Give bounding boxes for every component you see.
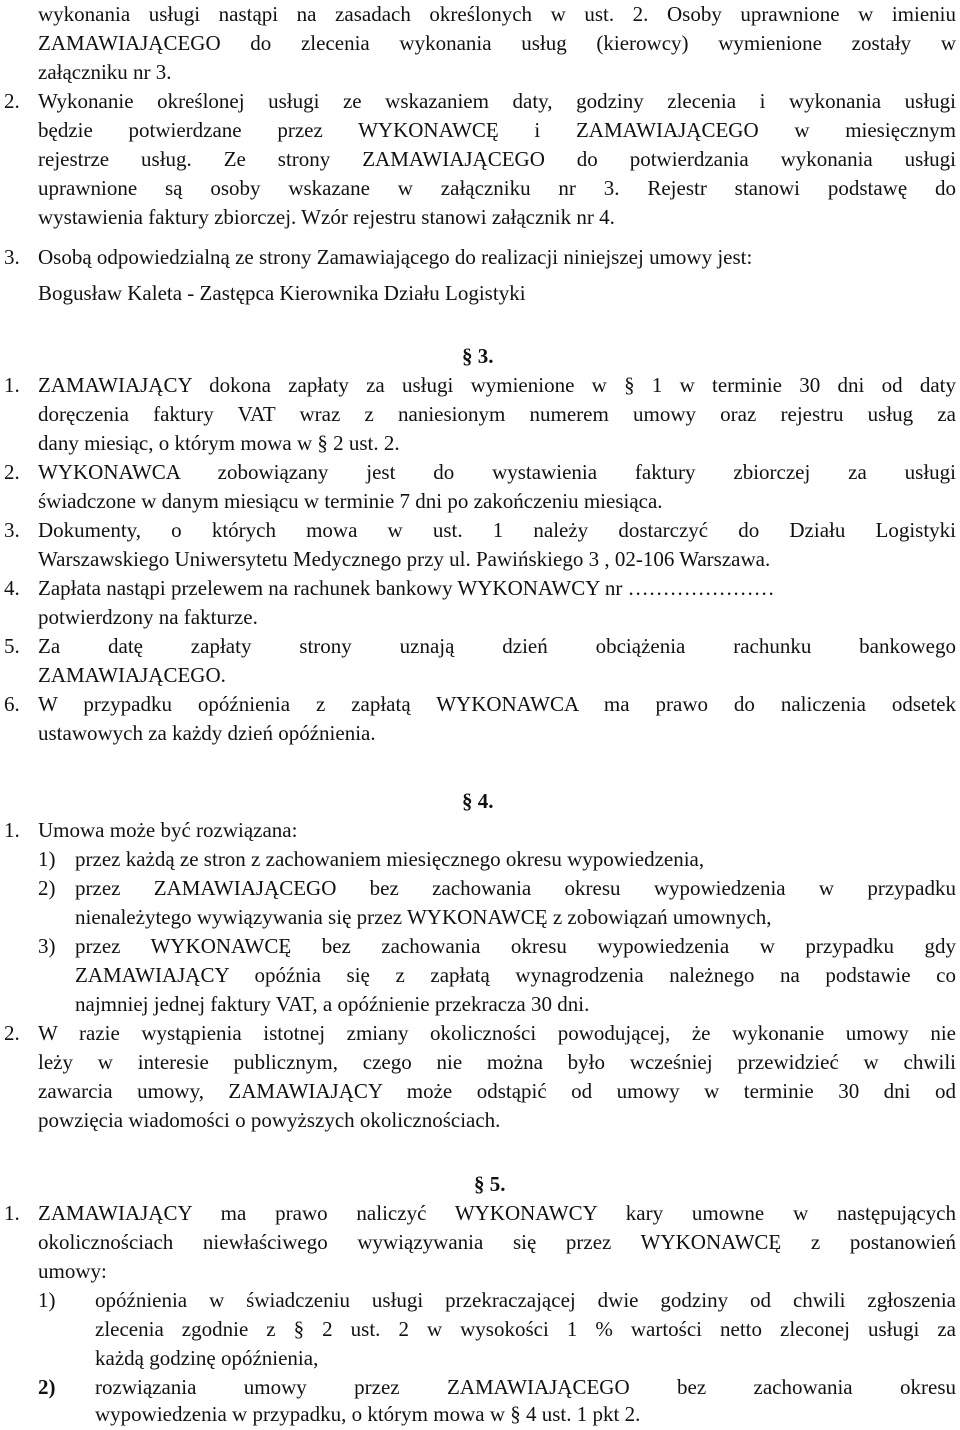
paragraph-line: W razie wystąpienia istotnej zmiany okoliczności powodującej, że wykonanie umowy nie (38, 1021, 956, 1045)
paragraph-line: potwierdzony na fakturze. (38, 605, 258, 629)
paragraph-line: uprawnione są osoby wskazane w załączniku nr 3. Rejestr stanowi podstawę do (38, 176, 956, 200)
section-heading: § 3. (462, 344, 494, 368)
item-number: 3. (4, 518, 20, 542)
paragraph-line: ZAMAWIAJĄCEGO. (38, 663, 226, 687)
item-number: 4. (4, 576, 20, 600)
paragraph-line: umowy: (38, 1259, 107, 1283)
subitem-number: 2) (38, 1375, 56, 1399)
item-number: 1. (4, 1201, 20, 1225)
item-number: 2. (4, 1021, 20, 1045)
paragraph-line: rejestrze usług. Ze strony ZAMAWIAJĄCEGO do potwierdzania wykonania usługi (38, 147, 956, 171)
paragraph-line: przez WYKONAWCĘ bez zachowania okresu wypowiedzenia w przypadku gdy (75, 934, 956, 958)
paragraph-line: wystawienia faktury zbiorczej. Wzór rejestru stanowi załącznik nr 4. (38, 205, 615, 229)
paragraph-line: W przypadku opóźnienia z zapłatą WYKONAWCA ma prawo do naliczenia odsetek (38, 692, 956, 716)
paragraph-line: WYKONAWCA zobowiązany jest do wystawienia faktury zbiorczej za usługi (38, 460, 956, 484)
paragraph-line: doręczenia faktury VAT wraz z naniesionym numerem umowy oraz rejestru usług za (38, 402, 956, 426)
paragraph-line: leży w interesie publicznym, czego nie można było wcześniej przewidzieć w chwili (38, 1050, 956, 1074)
paragraph-line: przez każdą ze stron z zachowaniem miesięcznego okresu wypowiedzenia, (75, 847, 705, 871)
paragraph-line: nienależytego wywiązywania się przez WYKONAWCĘ z zobowiązań umownych, (75, 905, 772, 929)
paragraph-line: dany miesiąc, o którym mowa w § 2 ust. 2. (38, 431, 400, 455)
paragraph-line: powzięcia wiadomości o powyższych okolicznościach. (38, 1108, 501, 1132)
paragraph-line: Zapłata nastąpi przelewem na rachunek bankowy WYKONAWCY nr ………………… (38, 576, 775, 600)
item-number: 5. (4, 634, 20, 658)
item-number: 1. (4, 373, 20, 397)
paragraph-line: wykonania usługi nastąpi na zasadach określonych w ust. 2. Osoby uprawnione w imieniu (38, 2, 956, 26)
paragraph-line: opóźnienia w świadczeniu usługi przekraczającej dwie godziny od chwili zgłoszenia (95, 1288, 956, 1312)
paragraph-line: będzie potwierdzane przez WYKONAWCĘ i ZAMAWIAJĄCEGO w miesięcznym (38, 118, 956, 142)
section-heading: § 4. (462, 789, 494, 813)
paragraph-line: okolicznościach niewłaściwego wywiązywania się przez WYKONAWCĘ z postanowień (38, 1230, 956, 1254)
section-heading: § 5. (474, 1172, 506, 1196)
paragraph-line: Dokumenty, o których mowa w ust. 1 należy dostarczyć do Działu Logistyki (38, 518, 956, 542)
item-number: 6. (4, 692, 20, 716)
paragraph-line: przez ZAMAWIAJĄCEGO bez zachowania okresu wypowiedzenia w przypadku (75, 876, 956, 900)
paragraph-line: załączniku nr 3. (38, 60, 172, 84)
subitem-number: 2) (38, 876, 56, 900)
paragraph-line: ZAMAWIAJĄCEGO do zlecenia wykonania usług (kierowcy) wymienione zostały w (38, 31, 956, 55)
paragraph-line: Umowa może być rozwiązana: (38, 818, 298, 842)
subitem-number: 3) (38, 934, 56, 958)
item-number: 1. (4, 818, 20, 842)
paragraph-line: wypowiedzenia w przypadku, o którym mowa w § 4 ust. 1 pkt 2. (95, 1402, 641, 1426)
paragraph-line: zlecenia zgodnie z § 2 ust. 2 w wysokości 1 % wartości netto zleconej usługi za (95, 1317, 956, 1341)
paragraph-line: rozwiązania umowy przez ZAMAWIAJĄCEGO bez zachowania okresu (95, 1375, 956, 1399)
paragraph-line: Warszawskiego Uniwersytetu Medycznego przy ul. Pawińskiego 3 , 02-106 Warszawa. (38, 547, 771, 571)
item-number: 3. (4, 245, 20, 269)
paragraph-line: zawarcia umowy, ZAMAWIAJĄCY może odstąpić od umowy w terminie 30 dni od (38, 1079, 956, 1103)
responsible-person: Bogusław Kaleta - Zastępca Kierownika Działu Logistyki (38, 281, 526, 305)
paragraph-line: Osobą odpowiedzialną ze strony Zamawiającego do realizacji niniejszej umowy jest: (38, 245, 753, 269)
paragraph-line: Wykonanie określonej usługi ze wskazaniem daty, godziny zlecenia i wykonania usługi (38, 89, 956, 113)
subitem-number: 1) (38, 1288, 56, 1312)
paragraph-line: najmniej jednej faktury VAT, a opóźnienie przekracza 30 dni. (75, 992, 590, 1016)
paragraph-line: każdą godzinę opóźnienia, (95, 1346, 319, 1370)
subitem-number: 1) (38, 847, 56, 871)
paragraph-line: Za datę zapłaty strony uznają dzień obciążenia rachunku bankowego (38, 634, 956, 658)
item-number: 2. (4, 460, 20, 484)
item-number: 2. (4, 89, 20, 113)
paragraph-line: ZAMAWIAJĄCY ma prawo naliczyć WYKONAWCY kary umowne w następujących (38, 1201, 956, 1225)
paragraph-line: świadczone w danym miesiącu w terminie 7 dni po zakończeniu miesiąca. (38, 489, 663, 513)
paragraph-line: ustawowych za każdy dzień opóźnienia. (38, 721, 376, 745)
paragraph-line: ZAMAWIAJĄCY dokona zapłaty za usługi wymienione w § 1 w terminie 30 dni od daty (38, 373, 956, 397)
paragraph-line: ZAMAWIAJĄCY opóźnia się z zapłatą wynagrodzenia należnego na podstawie co (75, 963, 956, 987)
